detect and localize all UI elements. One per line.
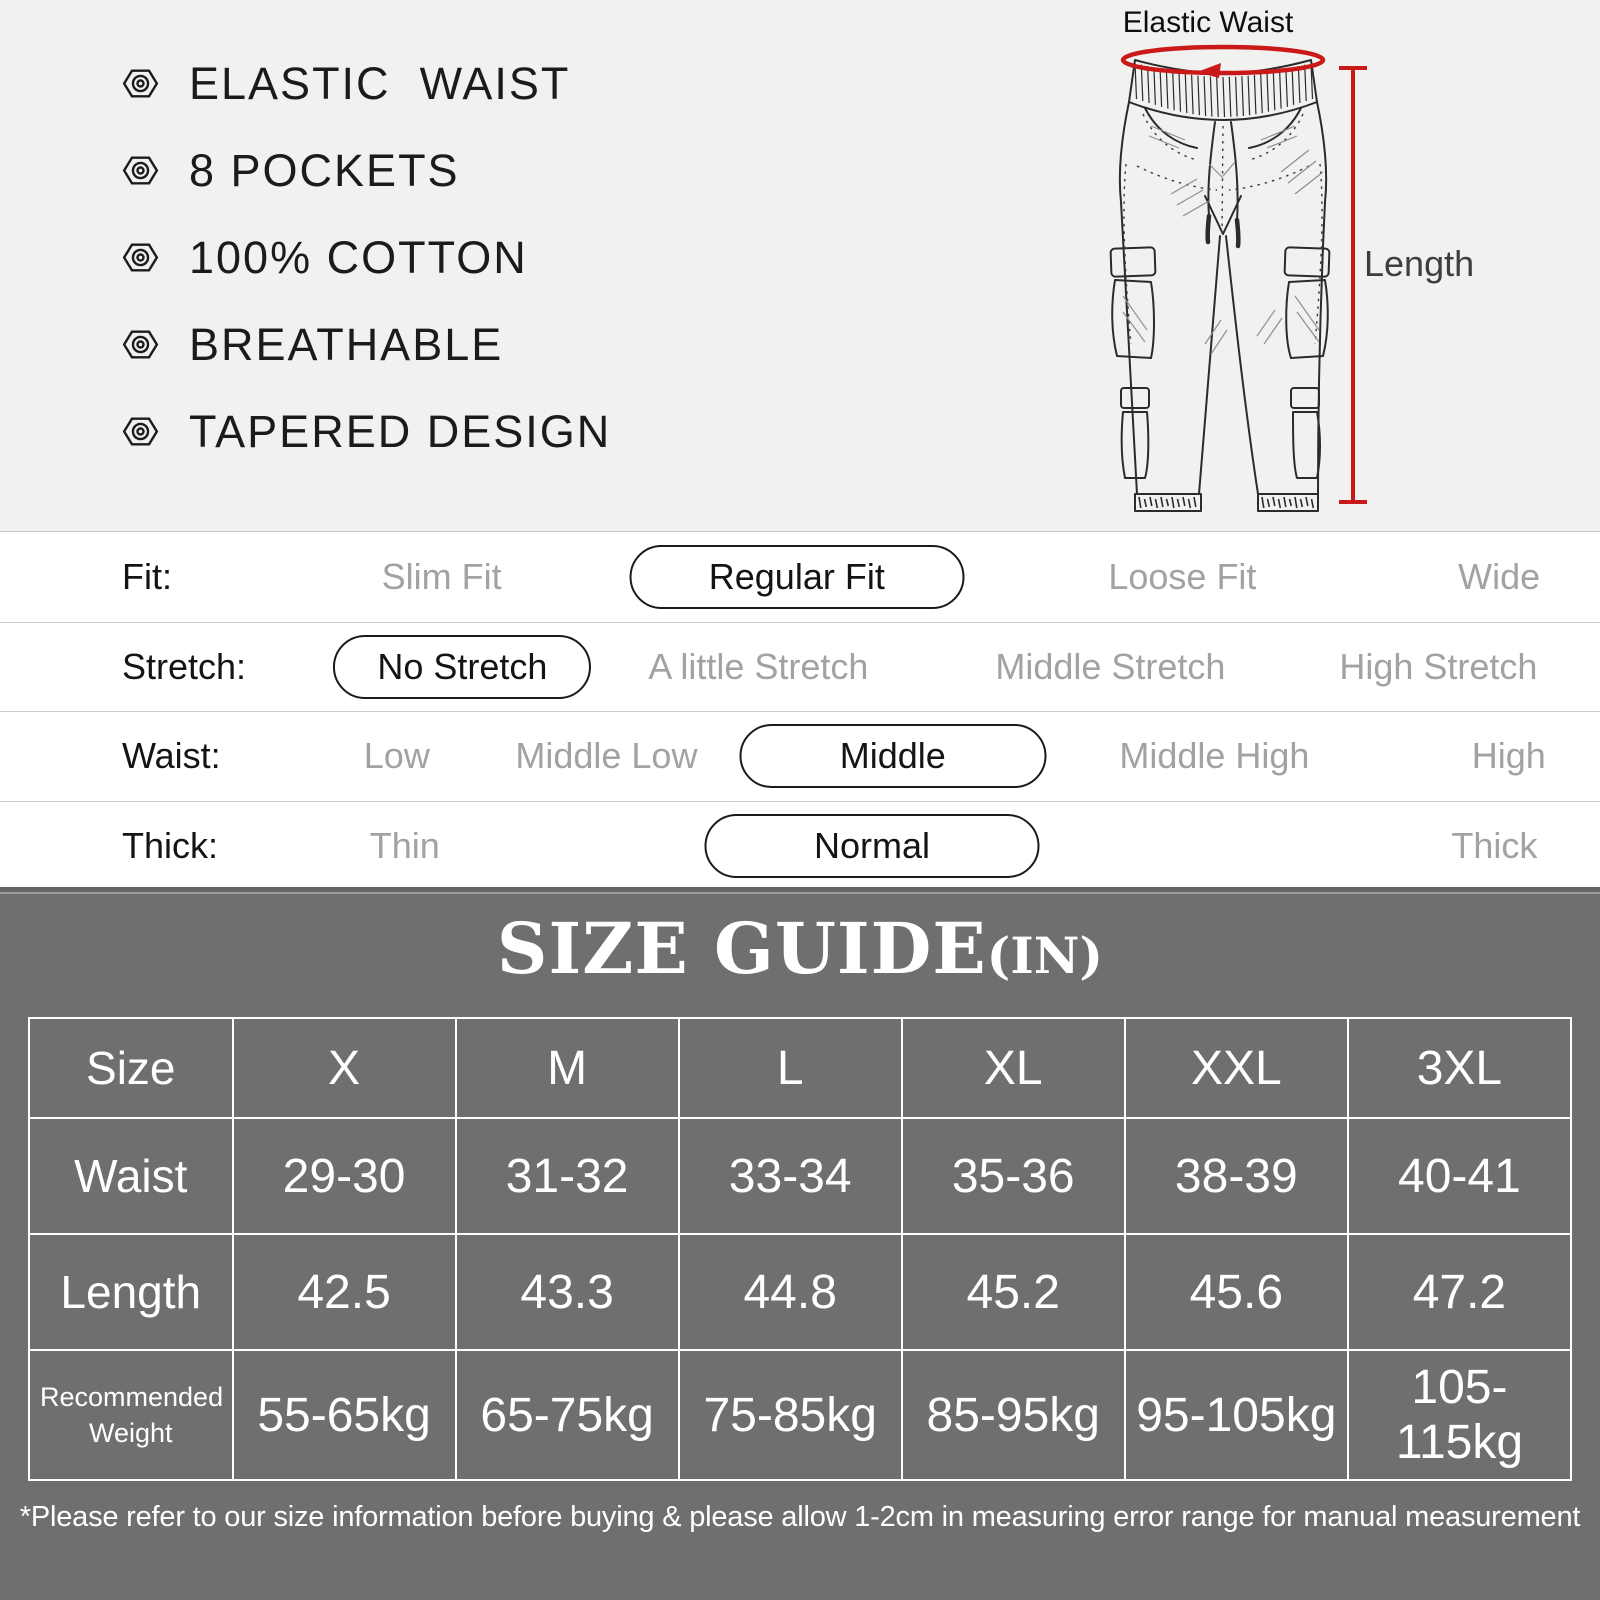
feature-item bbox=[122, 214, 611, 301]
option-middle-low: Middle Low bbox=[515, 735, 698, 777]
attribute-row-fit bbox=[0, 533, 1600, 622]
option-no-stretch: No Stretch bbox=[333, 635, 591, 699]
table-cell: 45.2 bbox=[902, 1234, 1125, 1350]
table-cell: 29-30 bbox=[233, 1118, 456, 1234]
size-table bbox=[28, 1017, 1572, 1481]
length-measure-line bbox=[1351, 66, 1355, 504]
option-a-little-stretch: A little Stretch bbox=[648, 645, 869, 687]
option-middle-high: Middle High bbox=[1119, 735, 1310, 777]
table-cell: 3XL bbox=[1348, 1018, 1571, 1118]
feature-label: BREATHABLE bbox=[189, 318, 504, 370]
attribute-row-thick bbox=[0, 801, 1600, 891]
option-middle-stretch: Middle Stretch bbox=[995, 645, 1226, 687]
table-cell: 95-105kg bbox=[1125, 1350, 1348, 1480]
feature-label: 8 POCKETS bbox=[189, 144, 460, 196]
hex-nut-icon bbox=[122, 413, 159, 450]
divider-strip-light bbox=[0, 892, 1600, 894]
table-row bbox=[29, 1350, 1571, 1480]
table-cell: X bbox=[233, 1018, 456, 1118]
size-guide-title bbox=[0, 907, 1600, 990]
option-wide: Wide bbox=[1458, 556, 1541, 598]
table-cell: 40-41 bbox=[1348, 1118, 1571, 1234]
size-guide-unit: (IN) bbox=[986, 926, 1104, 985]
table-cell: XXL bbox=[1125, 1018, 1348, 1118]
cuff-ribs bbox=[1139, 497, 1313, 508]
table-cell: XL bbox=[902, 1018, 1125, 1118]
hex-nut-icon bbox=[122, 326, 159, 363]
option-normal: Normal bbox=[705, 814, 1040, 878]
option-middle: Middle bbox=[739, 724, 1046, 788]
table-cell: 35-36 bbox=[902, 1118, 1125, 1234]
table-cell: 44.8 bbox=[679, 1234, 902, 1350]
table-row bbox=[29, 1234, 1571, 1350]
feature-item bbox=[122, 388, 611, 475]
feature-item bbox=[122, 301, 611, 388]
hex-nut-icon bbox=[122, 239, 159, 276]
size-guide-title-text: SIZE GUIDE bbox=[496, 907, 987, 990]
measure-cap-bottom bbox=[1339, 500, 1367, 504]
option-high-stretch: High Stretch bbox=[1339, 645, 1538, 687]
option-low: Low bbox=[363, 735, 430, 777]
table-cell: L bbox=[679, 1018, 902, 1118]
attribute-label: Stretch: bbox=[122, 645, 247, 687]
table-row-label: Waist bbox=[29, 1118, 233, 1234]
option-thick: Thick bbox=[1451, 824, 1538, 866]
size-footnote: *Please refer to our size information before buying & please allow 1-2cm in measuring error range for manual measurement bbox=[19, 1501, 1581, 1533]
elastic-waist-ellipse bbox=[1123, 47, 1323, 78]
table-cell: 38-39 bbox=[1125, 1118, 1348, 1234]
top-section bbox=[0, 0, 1600, 532]
table-cell: 65-75kg bbox=[456, 1350, 679, 1480]
hex-nut-icon bbox=[122, 152, 159, 189]
feature-item bbox=[122, 127, 611, 214]
feature-item bbox=[122, 40, 611, 127]
table-cell: 105-115kg bbox=[1348, 1350, 1571, 1480]
attribute-row-waist bbox=[0, 711, 1600, 801]
hex-nut-icon bbox=[122, 65, 159, 102]
feature-label: TAPERED DESIGN bbox=[189, 405, 612, 457]
attribute-row-stretch bbox=[0, 622, 1600, 712]
feature-list bbox=[122, 40, 611, 475]
table-cell: 31-32 bbox=[456, 1118, 679, 1234]
feature-label: 100% COTTON bbox=[189, 231, 528, 283]
table-row-label: Size bbox=[29, 1018, 233, 1118]
table-cell: M bbox=[456, 1018, 679, 1118]
table-cell: 33-34 bbox=[679, 1118, 902, 1234]
attribute-label: Thick: bbox=[122, 824, 219, 866]
pants-sketch-illustration bbox=[1085, 44, 1355, 514]
option-thin: Thin bbox=[369, 824, 440, 866]
attribute-label: Fit: bbox=[122, 556, 172, 598]
table-row-label: Length bbox=[29, 1234, 233, 1350]
table-cell: 43.3 bbox=[456, 1234, 679, 1350]
attribute-label: Waist: bbox=[122, 735, 221, 777]
size-guide-section bbox=[0, 887, 1600, 1600]
feature-label: ELASTIC WAIST bbox=[189, 57, 571, 109]
table-row bbox=[29, 1118, 1571, 1234]
length-label: Length bbox=[1364, 243, 1475, 284]
table-cell: 75-85kg bbox=[679, 1350, 902, 1480]
table-row-label: Recommended Weight bbox=[29, 1350, 233, 1480]
table-cell: 47.2 bbox=[1348, 1234, 1571, 1350]
option-loose-fit: Loose Fit bbox=[1108, 556, 1257, 598]
table-cell: 85-95kg bbox=[902, 1350, 1125, 1480]
option-regular-fit: Regular Fit bbox=[629, 545, 964, 609]
elastic-waist-label: Elastic Waist bbox=[1122, 6, 1294, 39]
table-cell: 45.6 bbox=[1125, 1234, 1348, 1350]
option-slim-fit: Slim Fit bbox=[381, 556, 502, 598]
measure-cap-top bbox=[1339, 66, 1367, 70]
attribute-rows bbox=[0, 533, 1600, 887]
table-cell: 55-65kg bbox=[233, 1350, 456, 1480]
option-high: High bbox=[1471, 735, 1546, 777]
table-row bbox=[29, 1018, 1571, 1118]
table-cell: 42.5 bbox=[233, 1234, 456, 1350]
